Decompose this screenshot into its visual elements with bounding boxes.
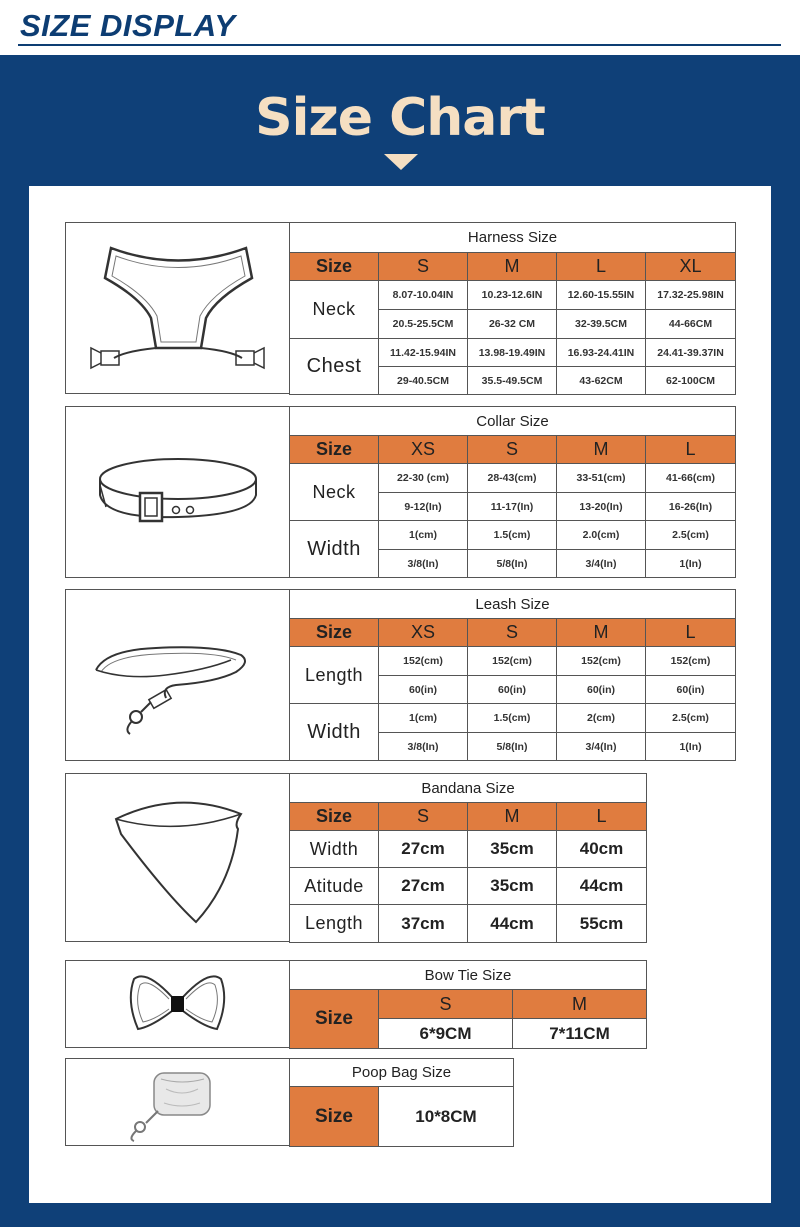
leash-cell: 3/4(In) <box>557 733 646 761</box>
leash-cell: 152(cm) <box>379 647 468 676</box>
poopbag-table-title: Poop Bag Size <box>290 1059 514 1087</box>
collar-cell: 1.5(cm) <box>468 521 557 550</box>
leash-cell: 60(in) <box>468 676 557 704</box>
bandana-row-label: Length <box>290 905 379 943</box>
leash-row-label: Length <box>290 647 379 704</box>
collar-cell: 11-17(In) <box>468 493 557 521</box>
bandana-icon <box>66 774 289 941</box>
collar-cell: 9-12(In) <box>379 493 468 521</box>
leash-cell: 1(In) <box>646 733 736 761</box>
bandana-illustration <box>65 773 290 942</box>
bowtie-size-table <box>289 960 647 1049</box>
collar-cell: 22-30 (cm) <box>379 464 468 493</box>
leash-table-title: Leash Size <box>290 590 736 619</box>
harness-cell: 26-32 CM <box>468 310 557 339</box>
leash-size-header: S <box>468 619 557 647</box>
harness-cell: 8.07-10.04IN <box>379 281 468 310</box>
bandana-cell: 40cm <box>557 831 647 868</box>
harness-row-label: Chest <box>290 339 379 395</box>
bandana-cell: 27cm <box>379 831 468 868</box>
collar-cell: 1(In) <box>646 550 736 578</box>
leash-row-label: Width <box>290 704 379 761</box>
harness-row-label: Neck <box>290 281 379 339</box>
harness-cell: 62-100CM <box>646 367 736 395</box>
leash-cell: 60(in) <box>557 676 646 704</box>
collar-row-label: Neck <box>290 464 379 521</box>
bandana-size-table <box>289 773 647 943</box>
leash-cell: 1(cm) <box>379 704 468 733</box>
bandana-size-header: L <box>557 803 647 831</box>
bandana-size-header: M <box>468 803 557 831</box>
harness-size-header: L <box>557 253 646 281</box>
bandana-cell: 55cm <box>557 905 647 943</box>
harness-cell: 12.60-15.55IN <box>557 281 646 310</box>
header-divider <box>18 44 781 46</box>
leash-illustration <box>65 589 290 761</box>
harness-cell: 20.5-25.5CM <box>379 310 468 339</box>
leash-size-header: M <box>557 619 646 647</box>
harness-table-title: Harness Size <box>290 223 736 253</box>
bowtie-illustration <box>65 960 290 1048</box>
bowtie-cell: 6*9CM <box>379 1019 513 1049</box>
bandana-cell: 44cm <box>557 868 647 905</box>
bandana-cell: 27cm <box>379 868 468 905</box>
collar-table-title: Collar Size <box>290 407 736 436</box>
harness-cell: 11.42-15.94IN <box>379 339 468 367</box>
poopbag-size-table <box>289 1058 514 1147</box>
leash-cell: 5/8(In) <box>468 733 557 761</box>
leash-cell: 60(in) <box>379 676 468 704</box>
leash-cell: 152(cm) <box>468 647 557 676</box>
bandana-size-header: S <box>379 803 468 831</box>
bowtie-icon <box>66 961 289 1047</box>
harness-icon <box>66 223 289 393</box>
leash-icon <box>66 590 289 760</box>
collar-cell: 41-66(cm) <box>646 464 736 493</box>
harness-cell: 24.41-39.37IN <box>646 339 736 367</box>
bowtie-size-header: M <box>513 990 647 1019</box>
harness-cell: 16.93-24.41IN <box>557 339 646 367</box>
leash-size-label: Size <box>290 619 379 647</box>
harness-cell: 32-39.5CM <box>557 310 646 339</box>
bandana-cell: 35cm <box>468 868 557 905</box>
harness-cell: 44-66CM <box>646 310 736 339</box>
harness-cell: 35.5-49.5CM <box>468 367 557 395</box>
leash-cell: 152(cm) <box>646 647 736 676</box>
bowtie-size-header: S <box>379 990 513 1019</box>
harness-size-header: S <box>379 253 468 281</box>
bandana-row-label: Atitude <box>290 868 379 905</box>
leash-cell: 60(in) <box>646 676 736 704</box>
bowtie-table-title: Bow Tie Size <box>290 961 647 990</box>
collar-cell: 28-43(cm) <box>468 464 557 493</box>
leash-size-header: XS <box>379 619 468 647</box>
collar-row-label: Width <box>290 521 379 578</box>
chevron-down-icon <box>384 154 418 170</box>
poop-bag-holder-icon <box>66 1059 289 1145</box>
collar-cell: 33-51(cm) <box>557 464 646 493</box>
collar-cell: 5/8(In) <box>468 550 557 578</box>
leash-cell: 2.5(cm) <box>646 704 736 733</box>
collar-illustration <box>65 406 290 578</box>
collar-size-table <box>289 406 736 578</box>
leash-cell: 152(cm) <box>557 647 646 676</box>
collar-cell: 2.5(cm) <box>646 521 736 550</box>
harness-cell: 10.23-12.6IN <box>468 281 557 310</box>
harness-cell: 43-62CM <box>557 367 646 395</box>
collar-cell: 16-26(In) <box>646 493 736 521</box>
bandana-cell: 37cm <box>379 905 468 943</box>
harness-size-table <box>289 222 736 395</box>
harness-cell: 17.32-25.98IN <box>646 281 736 310</box>
harness-cell: 13.98-19.49IN <box>468 339 557 367</box>
page-header-title: SIZE DISPLAY <box>20 8 236 43</box>
harness-illustration <box>65 222 290 394</box>
size-chart-title: Size Chart <box>255 88 545 148</box>
collar-size-header: L <box>646 436 736 464</box>
collar-size-header: S <box>468 436 557 464</box>
harness-cell: 29-40.5CM <box>379 367 468 395</box>
bandana-cell: 44cm <box>468 905 557 943</box>
collar-cell: 2.0(cm) <box>557 521 646 550</box>
bowtie-size-label: Size <box>290 990 379 1049</box>
leash-cell: 3/8(In) <box>379 733 468 761</box>
collar-size-header: XS <box>379 436 468 464</box>
bandana-row-label: Width <box>290 831 379 868</box>
collar-cell: 3/4(In) <box>557 550 646 578</box>
collar-cell: 3/8(In) <box>379 550 468 578</box>
collar-cell: 1(cm) <box>379 521 468 550</box>
bandana-table-title: Bandana Size <box>290 774 647 803</box>
leash-cell: 2(cm) <box>557 704 646 733</box>
poopbag-illustration <box>65 1058 290 1146</box>
harness-size-label: Size <box>290 253 379 281</box>
harness-size-header: M <box>468 253 557 281</box>
bandana-cell: 35cm <box>468 831 557 868</box>
leash-cell: 1.5(cm) <box>468 704 557 733</box>
collar-size-header: M <box>557 436 646 464</box>
bowtie-cell: 7*11CM <box>513 1019 647 1049</box>
leash-size-table <box>289 589 736 761</box>
poopbag-size-label: Size <box>290 1087 379 1147</box>
leash-size-header: L <box>646 619 736 647</box>
harness-size-header: XL <box>646 253 736 281</box>
collar-size-label: Size <box>290 436 379 464</box>
poopbag-cell: 10*8CM <box>379 1087 514 1147</box>
bandana-size-label: Size <box>290 803 379 831</box>
collar-icon <box>66 407 289 577</box>
collar-cell: 13-20(In) <box>557 493 646 521</box>
